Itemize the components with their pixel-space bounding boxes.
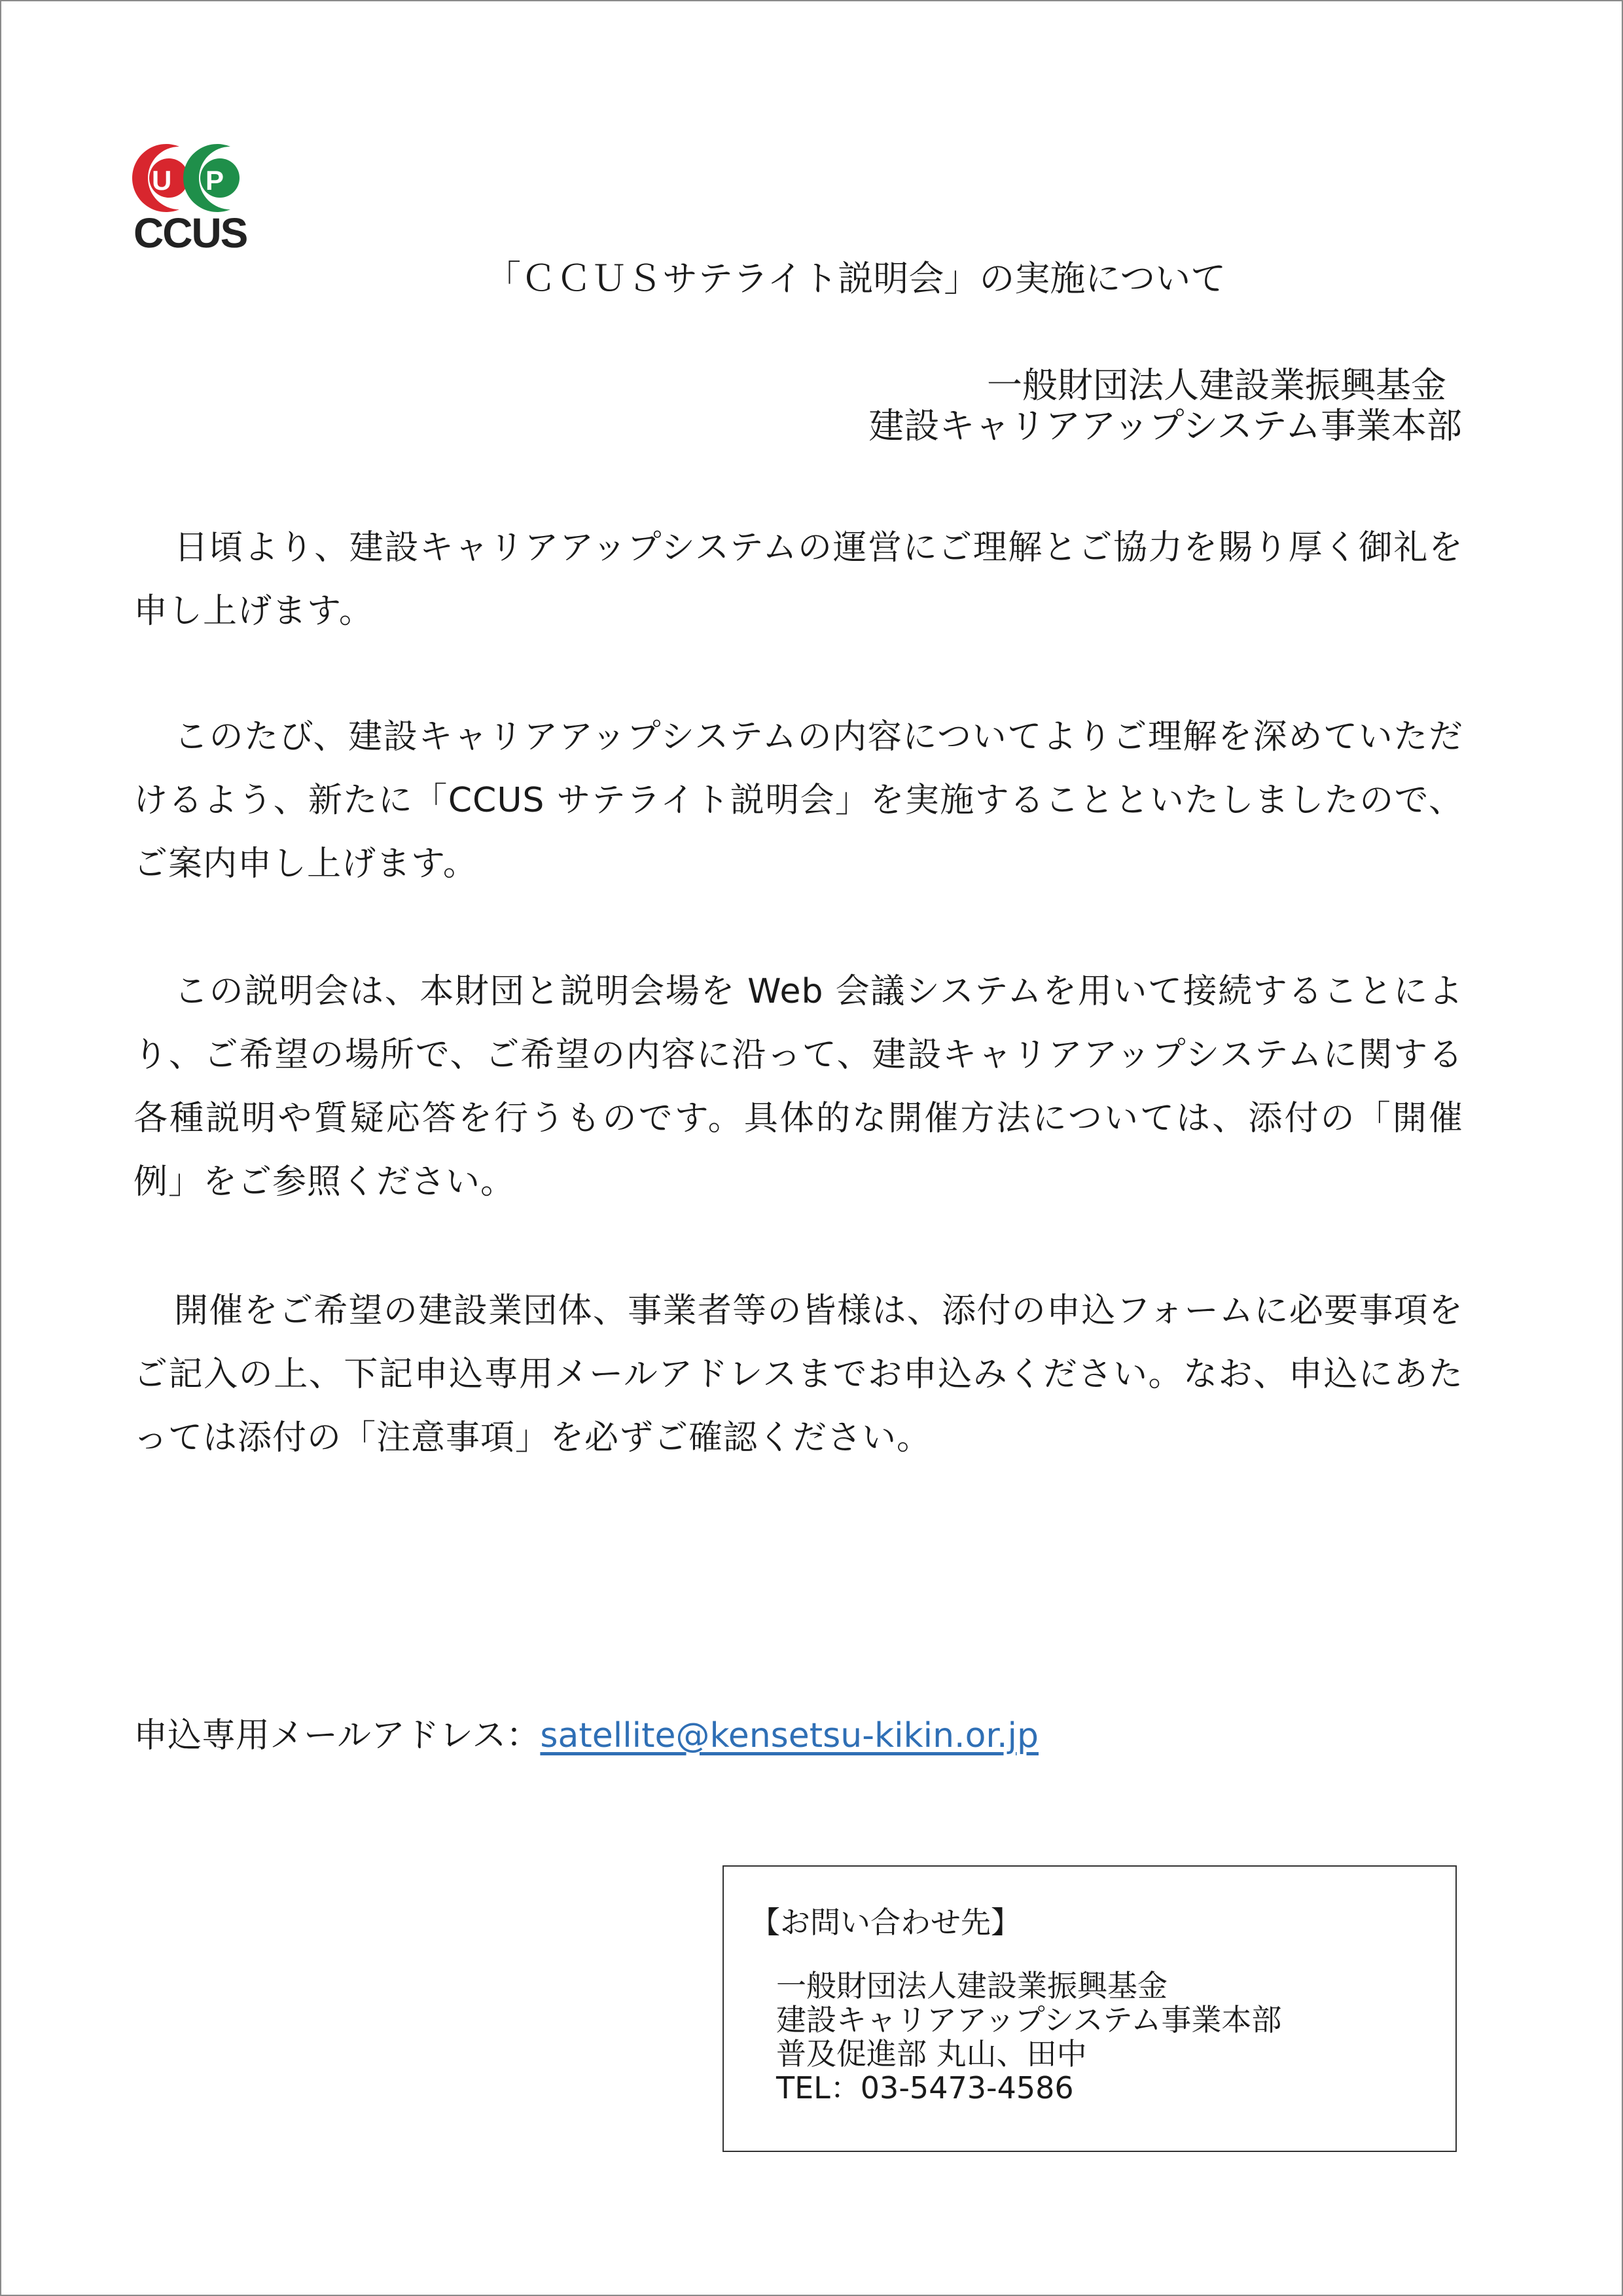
ccus-logo [132,139,257,257]
paragraph-application: 開催をご希望の建設業団体、事業者等の皆様は、添付の申込フォームに必要事項をご記入の上、下記申込専用メールアドレスまでお申込みください。なお、申込にあたっては添付の「注意事項」を必ずご確認ください。 [134,1291,1463,1458]
email-label: 申込専用メールアドレス： [134,1716,541,1755]
sender-division: 建設キャリアアップシステム事業本部 [868,405,1462,446]
paragraph-greeting: 日頃より、建設キャリアアップシステムの運営にご理解とご協力を賜り厚く御礼を申し上げます。 [134,528,1463,631]
logo-letter-p: P [205,165,224,196]
contact-org: 一般財団法人建設業振興基金 [776,1968,1168,2003]
contact-box [722,1865,1457,2152]
logo-wordmark: CCUS [134,209,247,257]
email-link[interactable]: satellite@kensetsu-kikin.or.jp [540,1716,1039,1755]
contact-phone: TEL：03-5473-4586 [776,2070,1074,2106]
paragraph-announcement: このたび、建設キャリアアップシステムの内容についてよりご理解を深めていただけるよう、新たに「CCUS サテライト説明会」を実施することといたしましたので、ご案内申し上げます。 [134,717,1463,884]
ccus-logo-mark-icon [132,139,257,217]
contact-division: 建設キャリアアップシステム事業本部 [776,2002,1282,2037]
document-title: 「ＣＣＵＳサテライト説明会」の実施について [486,258,1226,299]
contact-lines [776,1969,1281,2105]
contact-heading: 【お問い合わせ先】 [750,1905,1021,1940]
sender-block [868,365,1462,446]
application-email-row [134,1710,1039,1762]
paragraph-description: この説明会は、本財団と説明会場を Web 会議システムを用いて接続することにより、ご希望の場所で、ご希望の内容に沿って、建設キャリアアップシステムに関する各種説明や質疑応答を行うものです。具体的な開催方法については、添付の「開催例」をご参照ください。 [134,972,1463,1202]
contact-department: 普及促進部 丸山、田中 [776,2036,1087,2072]
logo-letter-u: U [152,165,172,196]
sender-org: 一般財団法人建設業振興基金 [987,365,1446,406]
